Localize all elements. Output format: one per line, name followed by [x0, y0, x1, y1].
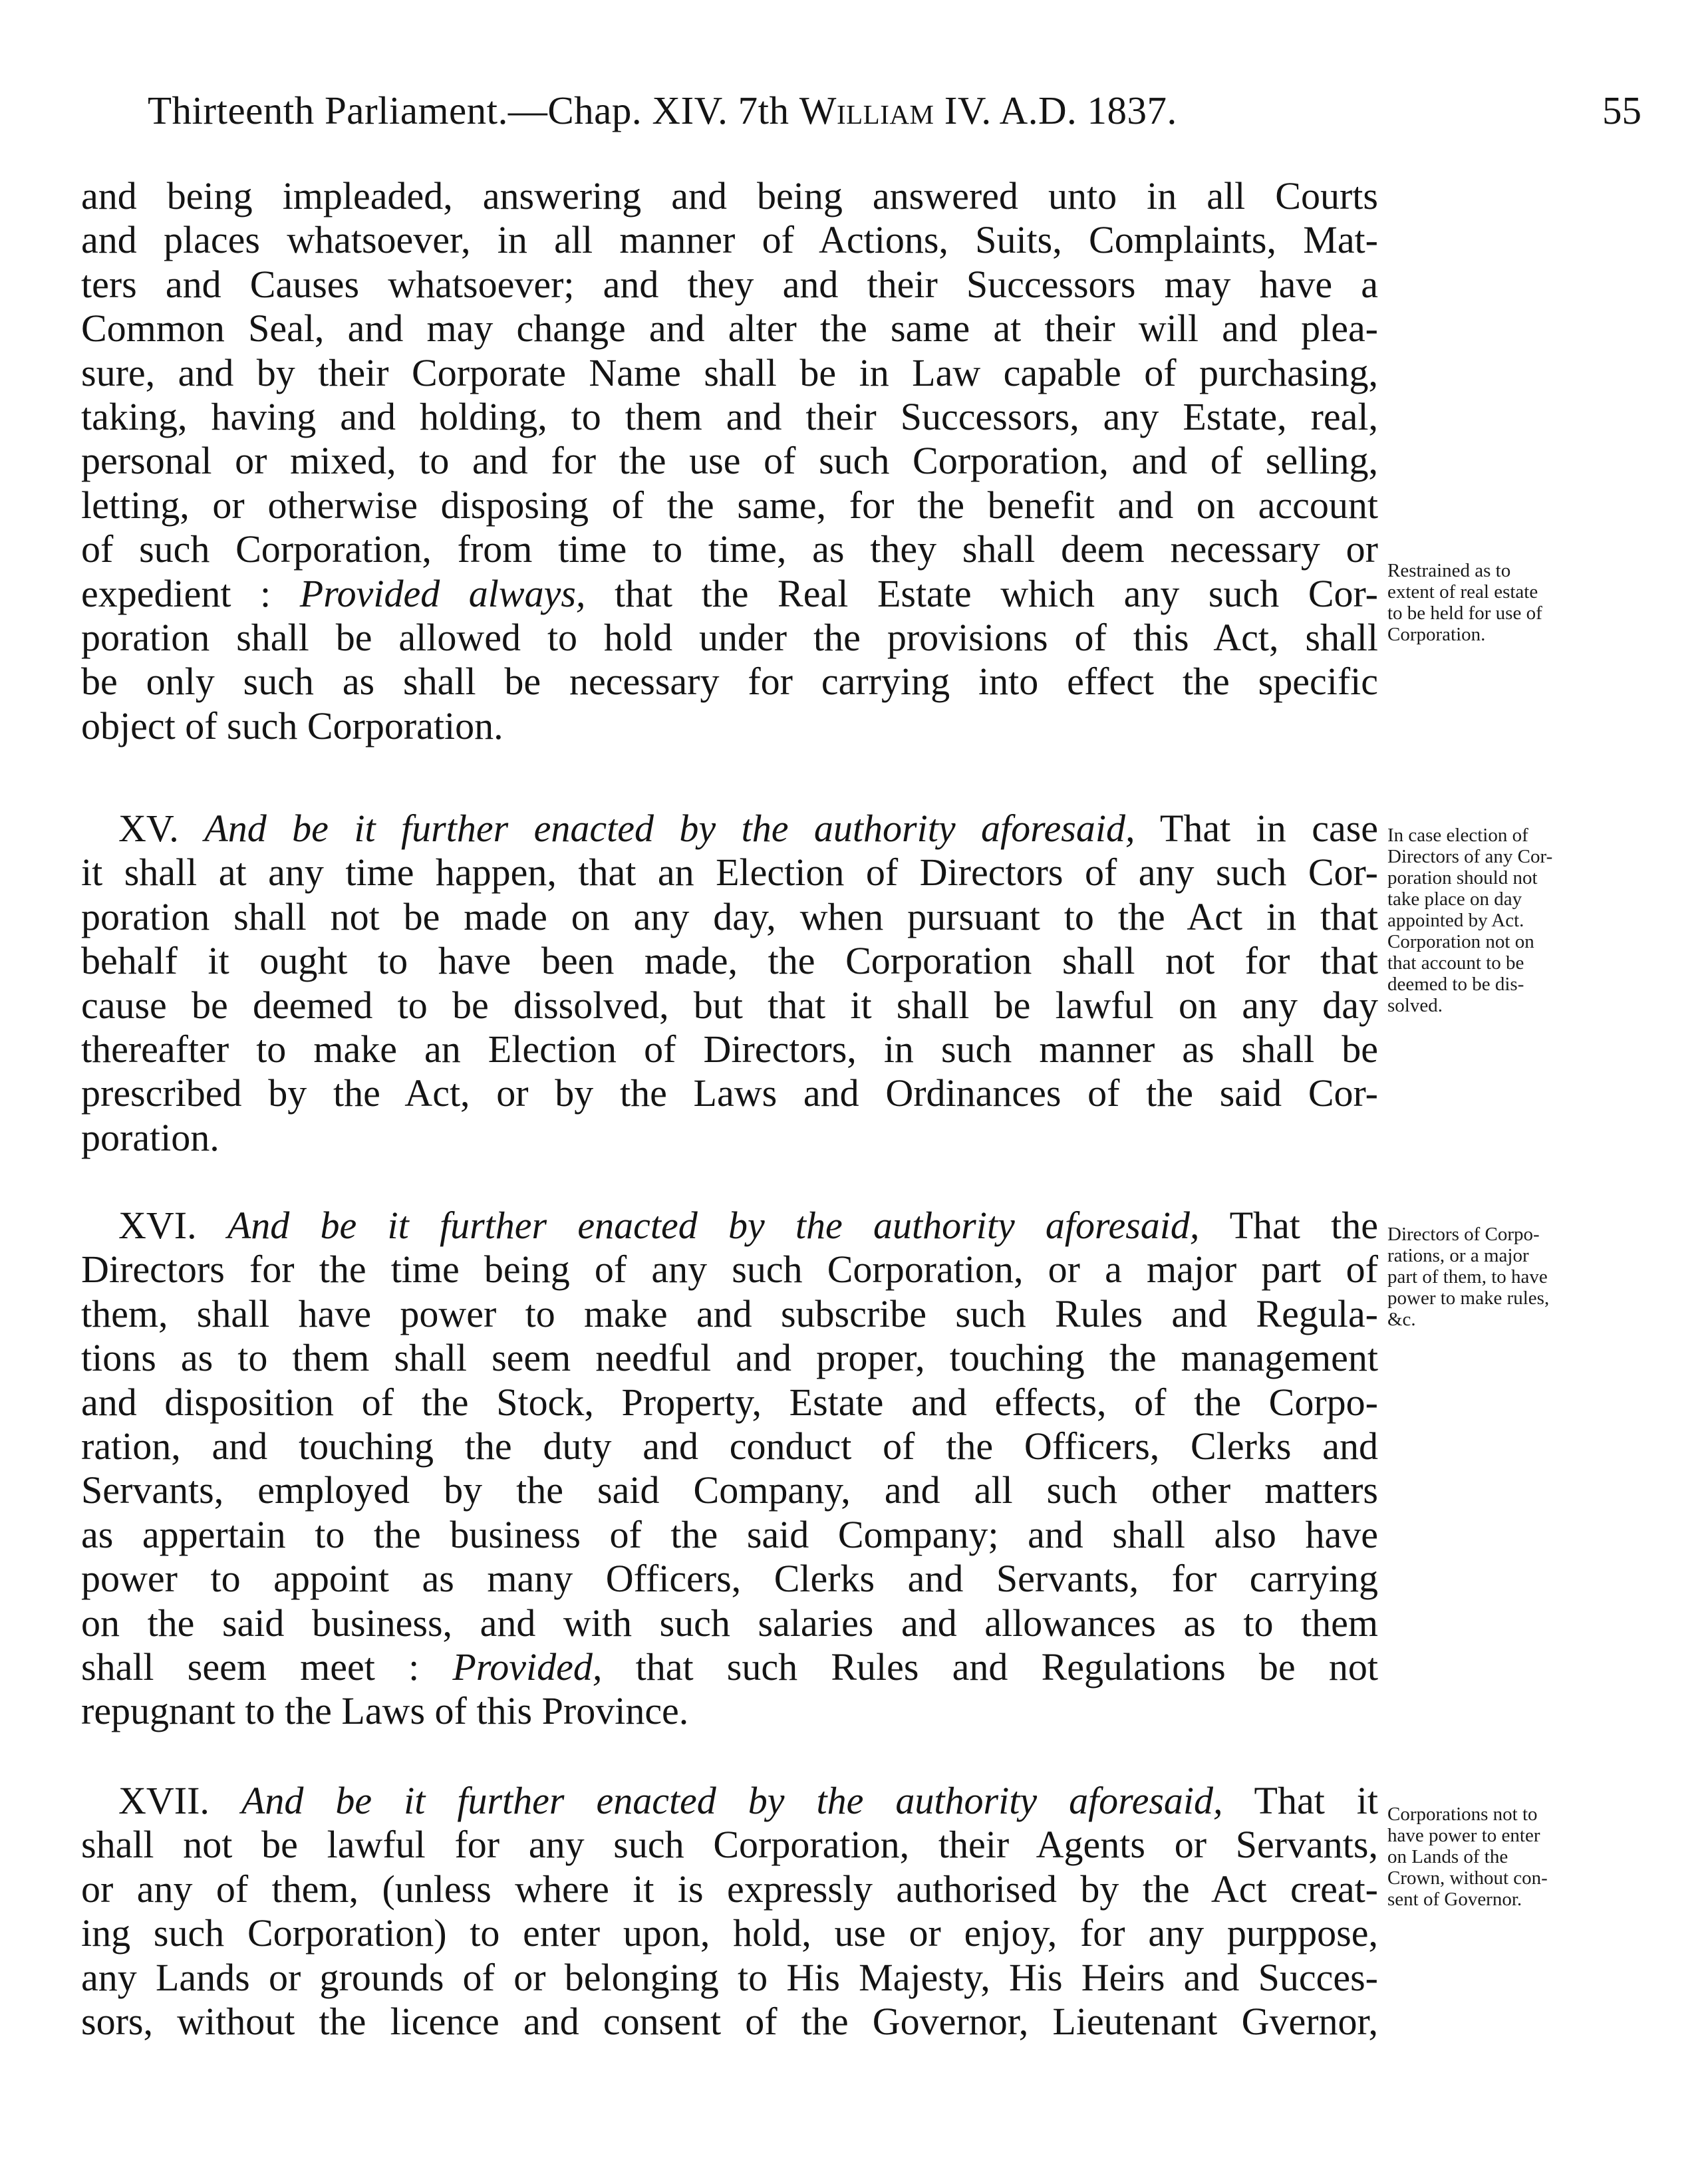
text-line: on the said business, and with such salaries and allowances as to them	[81, 1601, 1378, 1645]
text-line: repugnant to the Laws of this Province.	[81, 1689, 689, 1733]
margin-note-line: Directors of Corpo-	[1387, 1224, 1540, 1245]
italic-proviso: Provided always,	[299, 571, 586, 615]
margin-note-line: that account to be	[1387, 952, 1524, 974]
margin-note-line: Corporations not to	[1387, 1804, 1538, 1825]
margin-note-line: appointed by Act.	[1387, 910, 1524, 931]
enacting-clause: And be it further enacted by the authority aforesaid,	[227, 1204, 1200, 1247]
margin-note-line: on Lands of the	[1387, 1846, 1508, 1867]
running-header	[148, 88, 1177, 134]
enacting-clause: And be it further enacted by the authority aforesaid,	[241, 1779, 1223, 1822]
margin-note-line: deemed to be dis-	[1387, 974, 1524, 995]
margin-note-line: take place on day	[1387, 888, 1522, 910]
text-line: letting, or otherwise disposing of the same, for the benefit and on account	[81, 483, 1378, 527]
section-number: XV.	[118, 807, 179, 850]
text-segment: That the	[1229, 1204, 1379, 1247]
margin-note-restrained	[1387, 560, 1627, 645]
text-line: ration, and touching the duty and conduct of the Officers, Clerks and	[81, 1424, 1378, 1468]
section-heading-line	[81, 1204, 1378, 1248]
text-line: ters and Causes whatsoever; and they and their Successors may have a	[81, 262, 1378, 306]
text-line: behalf it ought to have been made, the Corporation shall not for that	[81, 939, 1378, 983]
text-line: tions as to them shall seem needful and proper, touching the management	[81, 1336, 1378, 1380]
section-xvi	[81, 1204, 1378, 1734]
section-xvii	[81, 1779, 1378, 2044]
text-line: or any of them, (unless where it is expressly authorised by the Act creat-	[81, 1867, 1378, 1911]
margin-note-line: Crown, without con-	[1387, 1867, 1548, 1889]
margin-note-line: In case election of	[1387, 825, 1528, 846]
section-number: XVI.	[118, 1204, 197, 1247]
text-segment: that the Real Estate which any such Cor-	[585, 571, 1378, 615]
margin-note-line: power to make rules,	[1387, 1287, 1550, 1309]
margin-note-line: Directors of any Cor-	[1387, 846, 1553, 867]
text-line: and disposition of the Stock, Property, Estate and effects, of the Corpo-	[81, 1380, 1378, 1424]
text-line: Common Seal, and may change and alter the same at their will and plea-	[81, 307, 1378, 350]
text-line: poration.	[81, 1115, 219, 1159]
text-line: be only such as shall be necessary for carrying into effect the specific	[81, 660, 1378, 704]
text-line	[81, 1645, 1378, 1689]
text-line: sure, and by their Corporate Name shall be in Law capable of purchasing,	[81, 350, 1378, 394]
text-segment: That in case	[1159, 807, 1379, 850]
header-part-1: Thirteenth Parliament.—Chap. XIV. 7th	[148, 88, 799, 132]
text-line: cause be deemed to be dissolved, but that it shall be lawful on any day	[81, 983, 1378, 1027]
text-line: poration shall not be made on any day, when pursuant to the Act in that	[81, 894, 1378, 938]
text-line: of such Corporation, from time to time, as they shall deem necessary or	[81, 527, 1378, 571]
margin-note-line: Corporation.	[1387, 624, 1486, 645]
margin-note-line: extent of real estate	[1387, 581, 1538, 603]
text-line: them, shall have power to make and subscribe such Rules and Regula-	[81, 1291, 1378, 1335]
text-line: taking, having and holding, to them and their Successors, any Estate, real,	[81, 394, 1378, 438]
enacting-clause: And be it further enacted by the authority aforesaid,	[204, 807, 1135, 850]
margin-note-line: solved.	[1387, 995, 1443, 1016]
margin-note-line: part of them, to have	[1387, 1266, 1548, 1287]
text-line: sors, without the licence and consent of the Governor, Lieutenant Gvernor,	[81, 1999, 1378, 2043]
margin-note-line: rations, or a major	[1387, 1245, 1529, 1266]
margin-note-line: have power to enter	[1387, 1825, 1540, 1846]
text-line: ing such Corporation) to enter upon, hold, use or enjoy, for any purppose,	[81, 1911, 1378, 1955]
text-line: prescribed by the Act, or by the Laws and Ordinances of the said Cor-	[81, 1071, 1378, 1115]
margin-note-line: to be held for use of	[1387, 603, 1542, 624]
margin-note-directors	[1387, 1224, 1627, 1330]
text-segment: shall seem meet :	[81, 1645, 453, 1689]
text-line: object of such Corporation.	[81, 704, 503, 747]
text-line: personal or mixed, to and for the use of such Corporation, and of selling,	[81, 439, 1378, 483]
text-line: Directors for the time being of any such Corporation, or a major part of	[81, 1248, 1378, 1291]
text-line: and places whatsoever, in all manner of Actions, Suits, Complaints, Mat-	[81, 218, 1378, 262]
margin-note-line: poration should not	[1387, 867, 1538, 888]
page-number: 55	[1602, 88, 1641, 132]
section-heading-line	[81, 807, 1378, 851]
header-part-2: William	[799, 88, 934, 132]
text-line: poration shall be allowed to hold under the provisions of this Act, shall	[81, 615, 1378, 659]
margin-note-line: Restrained as to	[1387, 560, 1511, 581]
margin-note-line: &c.	[1387, 1309, 1416, 1330]
margin-note-lands	[1387, 1804, 1627, 1910]
text-segment: that such Rules and Regulations be not	[602, 1645, 1378, 1689]
text-line: shall not be lawful for any such Corporation, their Agents or Servants,	[81, 1823, 1378, 1867]
text-line: any Lands or grounds of or belonging to His Majesty, His Heirs and Succes-	[81, 1955, 1378, 1999]
margin-note-line: Corporation not on	[1387, 931, 1534, 952]
text-line: and being impleaded, answering and being answered unto in all Courts	[81, 174, 1378, 217]
text-line: Servants, employed by the said Company, and all such other matters	[81, 1468, 1378, 1512]
italic-proviso: Provided,	[452, 1645, 603, 1689]
paragraph-continuation	[81, 174, 1378, 748]
margin-note-line: sent of Governor.	[1387, 1889, 1522, 1910]
text-line	[81, 572, 1378, 616]
text-segment: expedient :	[81, 571, 300, 615]
section-number: XVII.	[118, 1779, 210, 1822]
text-line: as appertain to the business of the said Company; and shall also have	[81, 1512, 1378, 1556]
text-segment: That it	[1254, 1779, 1379, 1822]
margin-note-election	[1387, 825, 1627, 1016]
section-xv	[81, 807, 1378, 1160]
text-line: it shall at any time happen, that an Election of Directors of any such Cor-	[81, 851, 1378, 894]
text-line: thereafter to make an Election of Directors, in such manner as shall be	[81, 1027, 1378, 1071]
section-heading-line	[81, 1779, 1378, 1823]
text-line: power to appoint as many Officers, Clerks and Servants, for carrying	[81, 1557, 1378, 1601]
header-part-3: IV. A.D. 1837.	[934, 88, 1177, 132]
